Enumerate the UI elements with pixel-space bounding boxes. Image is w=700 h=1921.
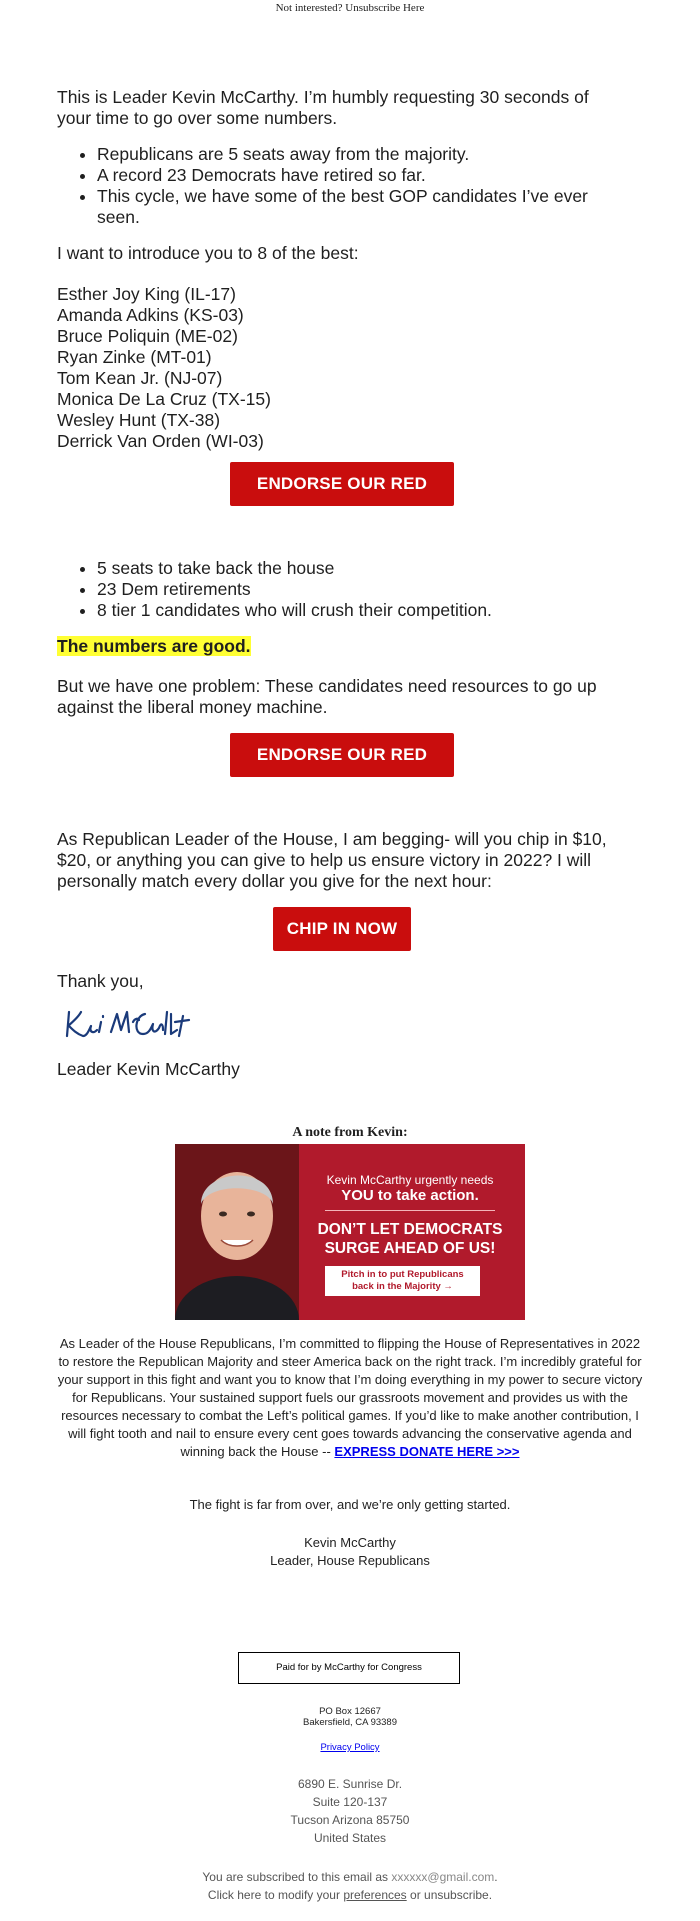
chip-in-now-button[interactable]: CHIP IN NOW [273, 907, 411, 951]
express-donate-link[interactable]: EXPRESS DONATE HERE >>> [334, 1444, 520, 1459]
introduce-paragraph: I want to introduce you to 8 of the best: [57, 243, 359, 263]
signer-name: Leader Kevin McCarthy [57, 1059, 240, 1079]
fight-text: The fight is far from over, and we’re only getting started. [189, 1497, 511, 1512]
signoff-title: Leader, House Republicans [270, 1553, 430, 1568]
stats-list [57, 144, 627, 228]
list-item: • This cycle, we have some of the best GOP candidates I’ve ever seen. [97, 186, 627, 228]
candidate-item: Monica De La Cruz (TX-15) [57, 389, 271, 409]
banner-text: Kevin McCarthy urgently needs YOU to take action. [326, 1173, 494, 1204]
candidate-item: Bruce Poliquin (ME-02) [57, 326, 238, 346]
signoff-name: Kevin McCarthy [304, 1535, 396, 1550]
numbers-list [57, 558, 627, 621]
po-box-address: PO Box 12667 Bakersfield, CA 93389 [302, 1706, 397, 1728]
subscription-notice: You are subscribed to this email as xxxxxx@gmail.com. Click here to modify your preferences or unsubscribe. [202, 1870, 498, 1902]
endorse-button-wrap-2 [57, 733, 627, 809]
banner-divider [325, 1210, 495, 1211]
signature-image [63, 1002, 233, 1048]
thanks-text: Thank you, [57, 971, 144, 991]
endorse-button-wrap [57, 462, 627, 538]
candidate-item: Derrick Van Orden (WI-03) [57, 431, 264, 451]
candidate-list [57, 284, 627, 452]
paid-for-box: Paid for by McCarthy for Congress [238, 1652, 460, 1684]
footer-signoff [0, 1534, 700, 1570]
note-title: A note from Kevin: [292, 1125, 408, 1140]
endorse-red-wave-button[interactable]: ENDORSE OUR RED WAVE [230, 462, 454, 506]
endorse-red-wave-button-2[interactable]: ENDORSE OUR RED WAVE [230, 733, 454, 777]
intro-paragraph: This is Leader Kevin McCarthy. I’m humbly requesting 30 seconds of your time to go over some numbers. [57, 87, 589, 128]
numbers-good-callout [57, 636, 627, 657]
privacy-wrap [0, 1742, 700, 1753]
email-body [57, 87, 627, 1095]
ask-paragraph: As Republican Leader of the House, I am begging- will you chip in $10, $20, or anything you can give to help us ensure victory in 2022? I will personally match every dollar you give for the next hour: [57, 829, 607, 891]
list-item: • 23 Dem retirements [97, 579, 627, 600]
banner-headline: DON’T LET DEMOCRATS SURGE AHEAD OF US! [317, 1221, 503, 1257]
unsubscribe-link[interactable]: Not interested? Unsubscribe Here [275, 2, 425, 14]
list-item: • A record 23 Democrats have retired so far. [97, 165, 627, 186]
preferences-link[interactable]: preferences [343, 1888, 407, 1902]
mailing-address: 6890 E. Sunrise Dr. Suite 120-137 Tucson Arizona 85750 United States [290, 1777, 410, 1845]
list-item: • Republicans are 5 seats away from the majority. [97, 144, 627, 165]
list-item: • 8 tier 1 candidates who will crush their competition. [97, 600, 627, 621]
candidate-item: Esther Joy King (IL-17) [57, 284, 236, 304]
subscriber-email: xxxxxx@gmail.com [391, 1870, 495, 1884]
candidate-item: Tom Kean Jr. (NJ-07) [57, 368, 223, 388]
signature [63, 1002, 627, 1053]
footer-paragraph: As Leader of the House Republicans, I’m committed to flipping the House of Representatives in 2022 to restore the Republican Majority and steer America back on the right track. I’m incredibly grateful for your support in this fight and want you to know that I’m doing everything in my power to secure victory for Republicans. Your sustained support fuels our grassroots movement and provides us with the resources necessary to combat the Left’s political games. If you’d like to make another contribution, I will fight tooth and nail to ensure every cent goes towards advancing the conservative agenda and winning back the House -- EXPRESS DONATE HERE >>> [57, 1336, 643, 1459]
list-item: • 5 seats to take back the house [97, 558, 627, 579]
candidate-item: Ryan Zinke (MT-01) [57, 347, 212, 367]
chip-button-wrap [57, 907, 627, 951]
problem-paragraph: But we have one problem: These candidates need resources to go up against the liberal money machine. [57, 676, 597, 717]
highlighted-text: The numbers are good. [57, 636, 251, 656]
privacy-policy-link[interactable]: Privacy Policy [320, 1742, 380, 1753]
pitch-in-button[interactable]: Pitch in to put Republicans back in the Majority → [325, 1266, 480, 1296]
candidate-item: Wesley Hunt (TX-38) [57, 410, 221, 430]
donation-banner[interactable] [175, 1144, 525, 1320]
portrait-photo [175, 1144, 299, 1320]
candidate-item: Amanda Adkins (KS-03) [57, 305, 244, 325]
